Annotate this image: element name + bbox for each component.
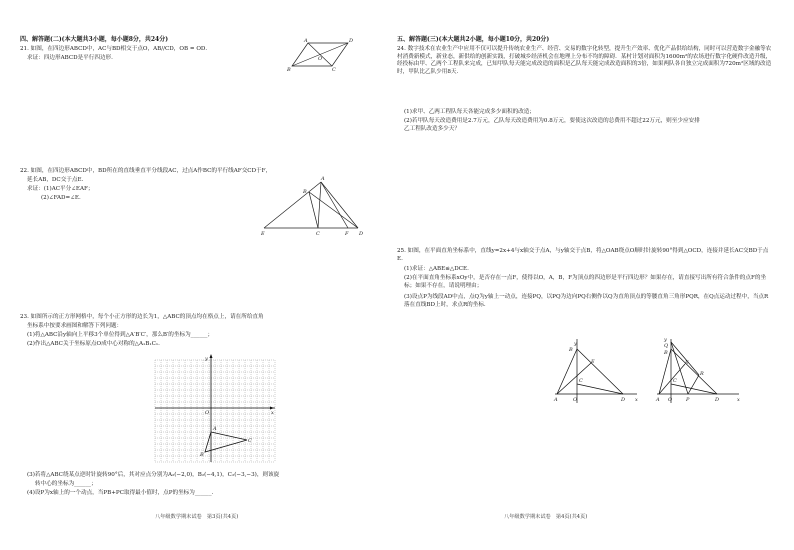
fig25b-line-qr bbox=[671, 342, 699, 375]
fig25b-line-cd bbox=[671, 384, 717, 394]
q22-line2: 延长AB，DC交于点E. bbox=[27, 177, 84, 183]
q23-line2: 坐标系中按要求画图和解答下列问题： bbox=[27, 323, 123, 329]
fig23-label-o: O bbox=[205, 410, 210, 416]
q22-line1: 22. 如图，在四边形ABCD中，BD所在的直线垂直平分线段AC，过点A作BC的平行线AF交CD于F， bbox=[20, 168, 272, 174]
fig25a-line-ae bbox=[557, 363, 591, 394]
section-5-heading: 五、解答题(三)(本大题共2小题，每小题10分，共20分) bbox=[397, 36, 550, 43]
fig25b-label-x: x bbox=[737, 397, 740, 403]
fig25b-label-r: R bbox=[700, 371, 704, 377]
fig22-label-c: C bbox=[316, 231, 320, 237]
right-page bbox=[397, 0, 794, 550]
q22-line-af bbox=[321, 182, 348, 228]
right-footer: 八年级数学期末试卷 第4页(共4页) bbox=[504, 514, 588, 520]
fig25b-label-p: P bbox=[686, 397, 690, 403]
q23-y-arrow bbox=[210, 354, 213, 358]
q23-line5: (3)若将△ABC绕某点逆时针旋转90°后，其对应点分别为A₂(−2,0)，B₂(−4,1)，C₂(−3,−3)，则该旋 bbox=[27, 472, 280, 478]
fig23-label-y: y bbox=[205, 356, 208, 362]
q25-stem: 25. 如图，在平面直角坐标系中，直线y=2x+4与x轴交于点A，与y轴交于点B，将△OAB绕点O顺时针旋转90°得到△OCD，连接并延长AC交BD于点E. bbox=[397, 248, 769, 262]
fig25b-label-d: D bbox=[715, 397, 720, 403]
fig25b-label-b: B bbox=[664, 350, 668, 356]
fig25b-label-y: y bbox=[664, 337, 667, 343]
fig25a-line-ab bbox=[557, 349, 577, 394]
fig25b-label-c: C bbox=[673, 378, 677, 384]
fig22-label-a: A bbox=[321, 176, 325, 182]
q21-figure bbox=[284, 38, 356, 72]
q22-line4: (2)∠FAD=∠E. bbox=[41, 195, 81, 201]
fig22-label-d: D bbox=[359, 231, 364, 237]
q24-sub1: (1)求甲、乙两工程队每天各能完成多少面积的改造； bbox=[404, 109, 535, 115]
q25-sub3: (3)设点P为线段AD中点，点Q为y轴上一动点，连接PQ，以PQ为边向PQ右侧作以Q为直角顶点的等腰直角三角形PQR，在Q点运动过程中，当点R落在直线BD上时，求点R的坐标. bbox=[404, 294, 769, 308]
fig25a-label-d: D bbox=[621, 397, 626, 403]
fig25b-label-a: A bbox=[656, 397, 660, 403]
fig25a-label-y: y bbox=[574, 341, 577, 347]
fig23-label-x: x bbox=[271, 410, 274, 416]
q21-line2: 求证：四边形ABCD是平行四边形. bbox=[27, 55, 113, 61]
q21-line1: 21. 如图，在四边形ABCD中，AC与BD相交于点O，AB//CD，OB = OD． bbox=[20, 46, 211, 52]
q25-figure-2 bbox=[655, 337, 743, 405]
q25-figure-1 bbox=[553, 337, 641, 405]
q23-grid-figure bbox=[153, 354, 279, 464]
fig22-label-f: F bbox=[345, 231, 349, 237]
fig21-label-c: C bbox=[332, 67, 336, 73]
q23-line1: 23. 如图所示的正方形网格中，每个小正方形的边长为1，△ABC的顶点均在格点上，请在所给直角 bbox=[20, 314, 264, 320]
fig25a-label-o: O bbox=[573, 397, 578, 403]
fig25a-line-cd bbox=[577, 384, 623, 394]
q24-paragraph: 24. 数字技术在农业生产中应用不仅可以提升传统农业生产、经营、交易的数字化转型，提升生产效率、优化产品供给结构，同时可以营造数字金融等农村消费新模式，新业态，新供给的创新实践，打破城乡经济机会在地理上分布不均的障碍．某村计划对面积为1600m²的农场进行数字化硬件改造升级，经投标由甲、乙两个工程队来完成，已知甲队每天能完成改造的面积是乙队每天能完成改造面积的3倍，如果两队各自独立完成面积为720m²区域的改造时，甲队比乙队少用8天. bbox=[397, 46, 772, 75]
fig21-label-o: O bbox=[318, 56, 323, 62]
left-footer: 八年级数学期末试卷 第3页(共4页) bbox=[155, 514, 239, 520]
fig25b-line-pr bbox=[688, 375, 699, 394]
fig25b-label-q: Q bbox=[664, 343, 669, 349]
q23-line7: (4)设P为x轴上的一个动点，当PB+PC取得最小值时，点P的坐标为______. bbox=[27, 490, 214, 496]
fig23-label-a: A bbox=[213, 426, 217, 432]
q25-sub2: (2)在平面直角坐标系xOy中，是否存在一点F，使得以O，A，B，F为顶点的四边形是平行四边形？如果存在，请直接写出所有符合条件的点F的坐标；如果不存在，请说明理由； bbox=[404, 275, 767, 289]
fig22-label-b: B bbox=[303, 189, 307, 195]
fig25b-label-e: E bbox=[685, 360, 689, 366]
q23-line6: 转中心的坐标为______； bbox=[35, 481, 97, 487]
q25-sub1: (1)求证：△ABE≌△DCE. bbox=[404, 266, 469, 272]
q22-figure bbox=[258, 176, 376, 238]
section-4-heading: 四、解答题(二)(本大题共3小题，每小题8分，共24分) bbox=[20, 36, 169, 43]
q23-grid-lines bbox=[155, 360, 275, 462]
fig25b-line-bd bbox=[671, 349, 717, 394]
fig22-label-e: E bbox=[261, 231, 265, 237]
q24-sub2: (2)若甲队每天改造费用是2.7万元，乙队每天改造费用为0.8万元，要使这次改造的总费用不超过22万元，则至少应安排乙工程队改造多少天？ bbox=[404, 118, 700, 132]
q23-line3: (1)将△ABC沿y轴向上平移3个单位得到△A′B′C′，那么B′的坐标为______； bbox=[27, 332, 214, 338]
fig25a-label-x: x bbox=[635, 397, 638, 403]
q22-line3: 求证：(1)AC平分∠EAF； bbox=[27, 186, 94, 192]
fig21-label-d: D bbox=[349, 38, 354, 44]
q23-line4: (2)作出△ABC关于坐标原点O成中心对称的△A₁B₁C₁. bbox=[27, 341, 160, 347]
fig23-label-c: C bbox=[248, 438, 252, 444]
fig25a-label-b: B bbox=[569, 347, 573, 353]
fig25a-line-bd bbox=[577, 349, 623, 394]
q22-line-ac bbox=[318, 182, 321, 228]
fig25a-label-a: A bbox=[554, 397, 558, 403]
fig21-label-b: B bbox=[287, 67, 291, 73]
fig21-label-a: A bbox=[304, 38, 308, 44]
fig25a-label-e: E bbox=[591, 359, 595, 365]
fig25b-label-o: O bbox=[668, 397, 673, 403]
fig23-label-b: B bbox=[200, 452, 204, 458]
fig25a-label-c: C bbox=[579, 378, 583, 384]
